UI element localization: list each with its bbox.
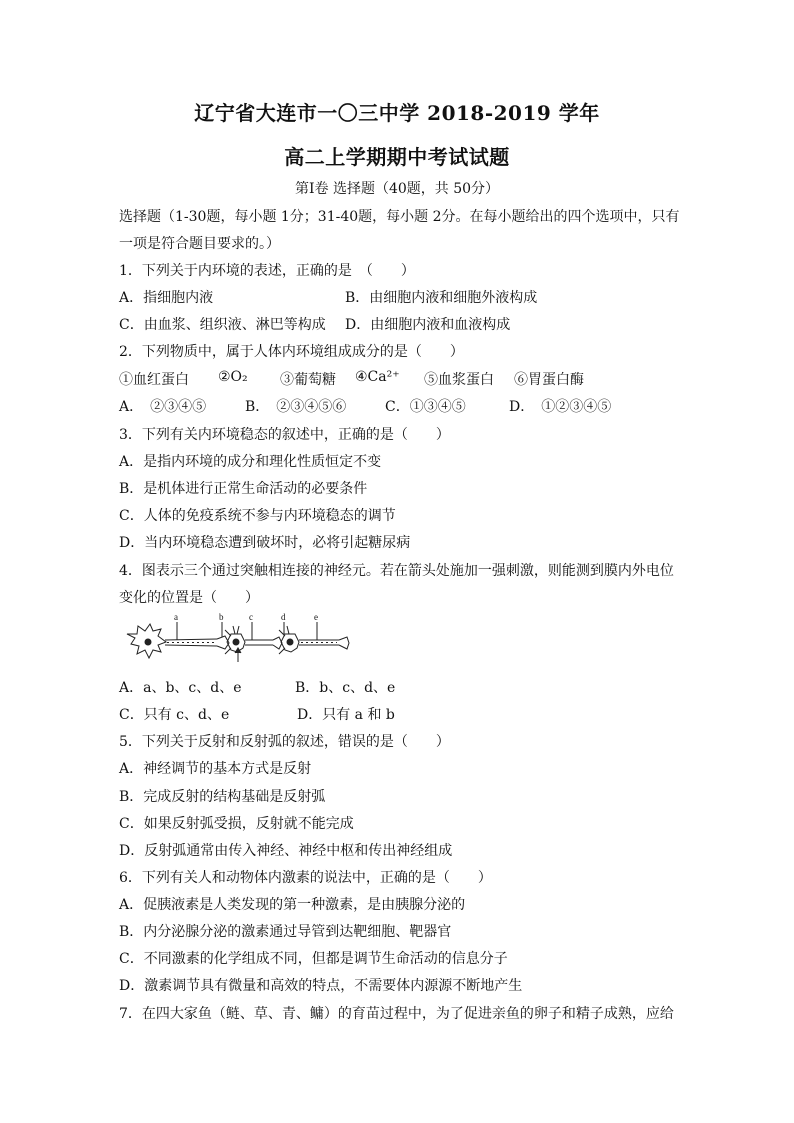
neuron-1-nucleus — [145, 639, 151, 645]
question-3-option-a: A．是指内环境的成分和理化性质恒定不变 — [119, 454, 382, 470]
synapse-2-terminal — [273, 637, 282, 649]
question-1-option-a: A．指细胞内液 — [119, 290, 214, 306]
question-3-option-d: D．当内环境稳态遭到破坏时，必将引起糖尿病 — [119, 535, 411, 551]
question-3-stem: 3．下列有关内环境稳态的叙述中，正确的是（ ） — [119, 427, 450, 443]
question-2-stem: 2．下列物质中，属于人体内环境组成成分的是（ ） — [119, 344, 464, 360]
question-4-stem-line1: 4．图表示三个通过突触相连接的神经元。若在箭头处施加一强刺激，则能测到膜内外电位 — [119, 563, 674, 579]
exam-title-line1: 辽宁省大连市一〇三中学 2018-2019 学年 — [194, 101, 600, 125]
question-6-option-c: C．不同激素的化学组成不同，但都是调节生命活动的信息分子 — [119, 951, 508, 967]
question-5-stem: 5．下列关于反射和反射弧的叙述，错误的是（ ） — [119, 734, 450, 750]
question-2-item: ④Ca²⁺ — [355, 369, 400, 385]
section-heading: 第Ⅰ卷 选择题（40题，共 50分） — [294, 181, 500, 197]
question-3-option-b: B．是机体进行正常生命活动的必要条件 — [119, 481, 368, 497]
question-5-option-a: A．神经调节的基本方式是反射 — [119, 761, 312, 777]
question-7-stem: 7．在四大家鱼（鲢、草、青、鳙）的育苗过程中，为了促进亲鱼的卵子和精子成熟，应给 — [119, 1006, 674, 1022]
question-2-item: ⑤血浆蛋白 — [424, 372, 494, 388]
axon-1-top — [165, 639, 217, 640]
neuron-2-nucleus — [233, 639, 239, 645]
axon-3-terminal — [339, 637, 349, 649]
question-5-option-d: D．反射弧通常由传入神经、神经中枢和传出神经组成 — [119, 843, 453, 859]
question-2-item: ①血红蛋白 — [119, 372, 189, 388]
label-e: e — [314, 612, 318, 622]
question-1-stem: 1．下列关于内环境的表述，正确的是 （ ） — [119, 263, 415, 279]
question-6-stem: 6．下列有关人和动物体内激素的说法中，正确的是（ ） — [119, 870, 492, 886]
question-1-option-c: C．由血浆、组织液、淋巴等构成 — [119, 317, 326, 333]
question-2-option-d: D． ①②③④⑤ — [509, 399, 612, 415]
question-1-option-d: D．由细胞内液和血液构成 — [345, 317, 511, 333]
question-6-option-d: D．激素调节具有微量和高效的特点，不需要体内源源不断地产生 — [119, 978, 523, 994]
instructions-line1: 选择题（1-30题，每小题 1分；31-40题，每小题 2分。在每小题给出的四个选项中，只有 — [119, 209, 680, 225]
question-4-option-d: D．只有 a 和 b — [297, 707, 395, 723]
label-d: d — [281, 612, 286, 622]
question-5-option-b: B．完成反射的结构基础是反射弧 — [119, 789, 326, 805]
label-b: b — [219, 612, 224, 622]
question-4-option-b: B．b、c、d、e — [295, 680, 396, 696]
neuron-3-nucleus — [287, 639, 293, 645]
question-5-option-c: C．如果反射弧受损，反射就不能完成 — [119, 816, 354, 832]
question-3-option-c: C．人体的免疫系统不参与内环境稳态的调节 — [119, 508, 396, 524]
question-4-stem-line2: 变化的位置是（ ） — [119, 590, 259, 606]
instructions-line2: 一项是符合题目要求的。） — [119, 236, 280, 252]
question-2-option-b: B． ②③④⑤⑥ — [245, 399, 347, 415]
question-2-option-a: A． ②③④⑤ — [119, 399, 207, 415]
axon-1-bottom — [165, 645, 217, 646]
question-2-item: ⑥胃蛋白酶 — [514, 372, 584, 388]
neuron-diagram — [121, 612, 351, 664]
question-4-option-c: C．只有 c、d、e — [119, 707, 230, 723]
question-1-option-b: B．由细胞内液和细胞外液构成 — [345, 290, 538, 306]
question-6-option-a: A．促胰液素是人类发现的第一种激素，是由胰腺分泌的 — [119, 897, 466, 913]
question-6-option-b: B．内分泌腺分泌的激素通过导管到达靶细胞、靶器官 — [119, 924, 452, 940]
exam-title-line2: 高二上学期期中考试试题 — [284, 145, 510, 169]
question-2-item: ②O₂ — [218, 369, 248, 385]
question-4-option-a: A．a、b、c、d、e — [119, 680, 242, 696]
question-2-option-c: C．①③④⑤ — [385, 399, 466, 415]
question-2-item: ③葡萄糖 — [280, 372, 336, 388]
label-c: c — [249, 612, 253, 622]
label-a: a — [174, 612, 178, 622]
